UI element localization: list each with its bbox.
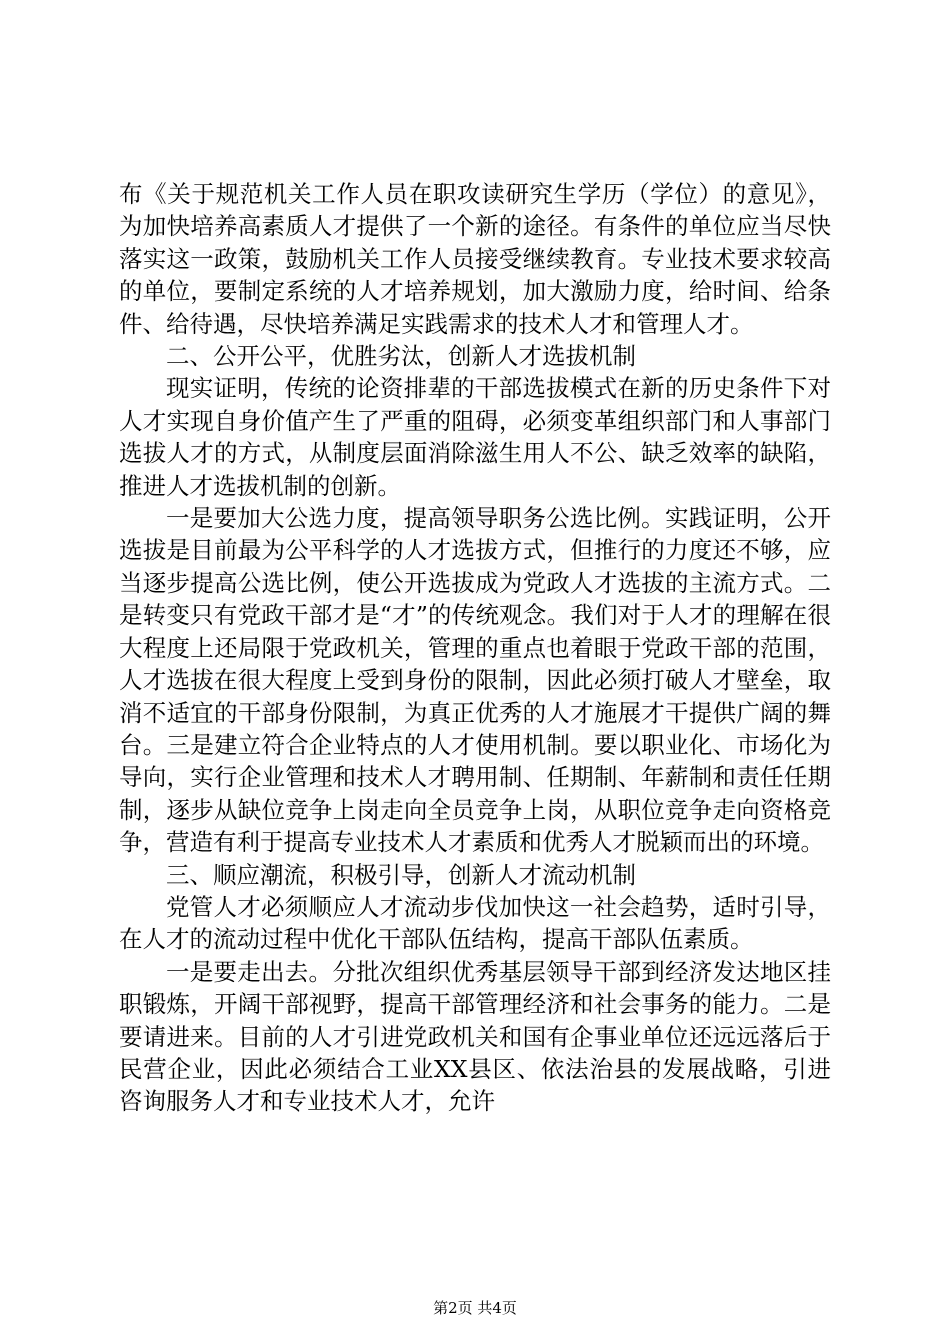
document-body bbox=[119, 178, 831, 1118]
page-number-footer: 第2页 共4页 bbox=[433, 1299, 517, 1317]
section-heading-3: 三、顺应潮流，积极引导，创新人才流动机制 bbox=[166, 860, 636, 889]
paragraph: 党管人才必须顺应人才流动步伐加快这一社会趋势，适时引导，在人才的流动过程中优化干部队伍结构，提高干部队伍素质。 bbox=[119, 892, 831, 954]
paragraph-continuation: 布《关于规范机关工作人员在职攻读研究生学历（学位）的意见》，为加快培养高素质人才提供了一个新的途径。有条件的单位应当尽快落实这一政策，鼓励机关工作人员接受继续教育。专业技术要求较高的单位，要制定系统的人才培养规划，加大激励力度，给时间、给条件、给待遇，尽快培养满足实践需求的技术人才和管理人才。 bbox=[119, 180, 831, 338]
paragraph: 现实证明，传统的论资排辈的干部选拔模式在新的历史条件下对人才实现自身价值产生了严重的阻碍，必须变革组织部门和人事部门选拔人才的方式，从制度层面消除滋生用人不公、缺乏效率的缺陷，推进人才选拔机制的创新。 bbox=[119, 374, 831, 500]
paragraph: 一是要走出去。分批次组织优秀基层领导干部到经济发达地区挂职锻炼，开阔干部视野，提高干部管理经济和社会事务的能力。二是要请进来。目前的人才引进党政机关和国有企事业单位还远远落后于民营企业，因此必须结合工业XX县区、依法治县的发展战略，引进咨询服务人才和专业技术人才，允许 bbox=[119, 957, 831, 1116]
paragraph: 一是要加大公选力度，提高领导职务公选比例。实践证明，公开选拔是目前最为公平科学的人才选拔方式，但推行的力度还不够，应当逐步提高公选比例，使公开选拔成为党政人才选拔的主流方式。二是转变只有党政干部才是“才”的传统观念。我们对于人才的理解在很大程度上还局限于党政机关，管理的重点也着眼于党政干部的范围，人才选拔在很大程度上受到身份的限制，因此必须打破人才壁垒，取消不适宜的干部身份限制，为真正优秀的人才施展才干提供广阔的舞台。三是建立符合企业特点的人才使用机制。要以职业化、市场化为导向，实行企业管理和技术人才聘用制、任期制、年薪制和责任任期制，逐步从缺位竞争上岗走向全员竞争上岗，从职位竞争走向资格竞争，营造有利于提高专业技术人才素质和优秀人才脱颖而出的环境。 bbox=[119, 504, 831, 857]
section-heading-2: 二、公开公平，优胜劣汰，创新人才选拔机制 bbox=[166, 342, 636, 371]
